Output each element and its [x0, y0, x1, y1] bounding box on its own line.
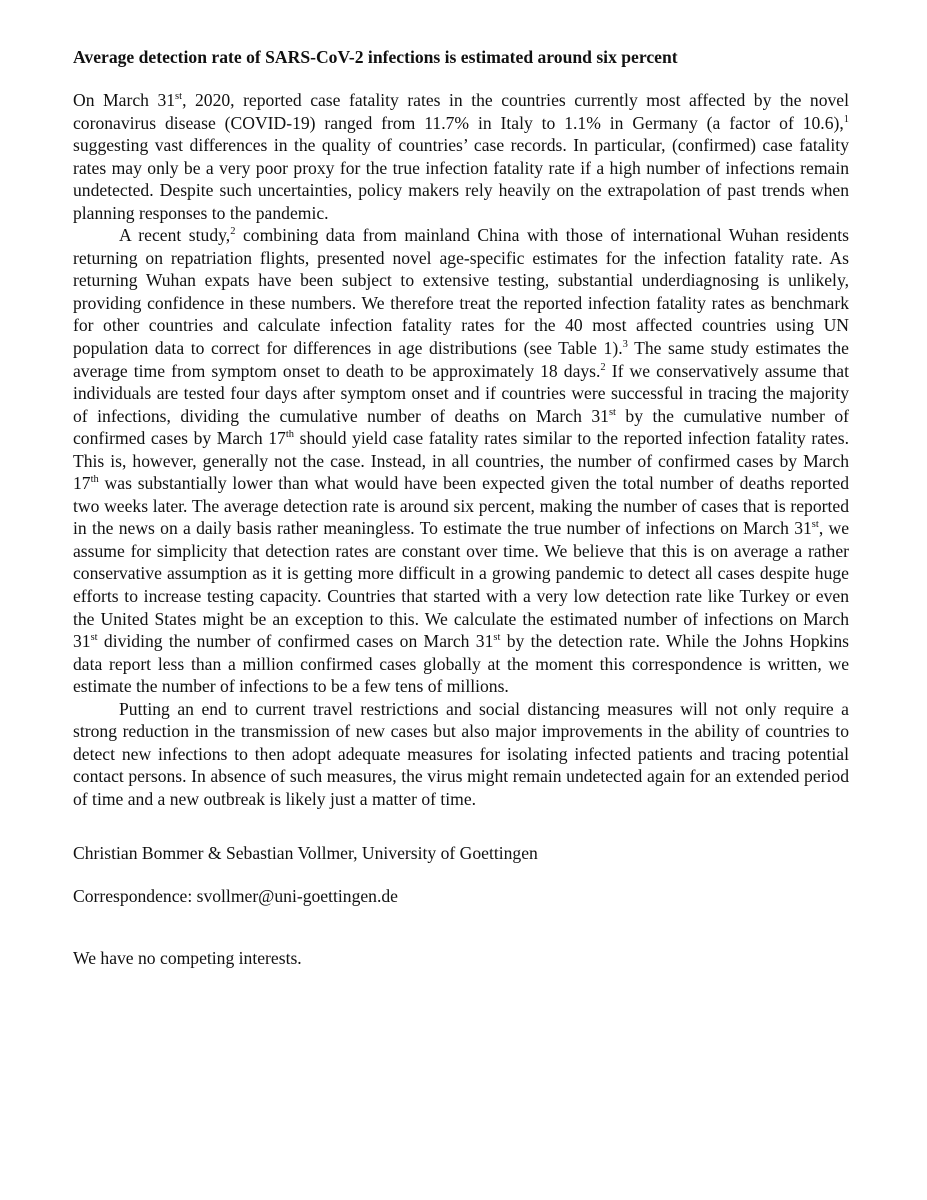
p2-text-2: combining data from mainland China with those of international Wuhan residents returning on repatriation flights, presented novel age-specific estimates for the infection fatality rate. As returning Wuhan expats have been subject to extensive testing, substantial underdiagnosing is unlikely, providing confidence in these numbers. We therefore treat the reported infection fatality rates as benchmark for other countries and calculate infection fatality rates for the 40 most affected countries using UN population data to correct for differences in age distributions (see Table 1). — [73, 225, 849, 359]
citation-2: 2 — [600, 361, 606, 373]
p1-text-1: On March 31 — [73, 90, 176, 110]
p1-text-3: suggesting vast differences in the quality of countries’ case records. In particular, (confirmed) case fatality rates may only be a very poor proxy for the true infection fatality rate if a high number of infections remain undetected. Despite such uncertainties, policy makers rely heavily on the extrapolation of past trends when planning responses to the pandemic. — [73, 135, 849, 223]
p2-text-7: was substantially lower than what would have been expected given the total number of deaths reported two weeks later. The average detection rate is around six percent, making the number of cases that is reported in the news on a daily basis rather meaningless. To estimate the true number of infections on March 31 — [73, 473, 849, 539]
p2-text-5: by the cumulative number of confirmed cases by March 17 — [73, 405, 849, 449]
paragraph-1 — [73, 89, 849, 224]
p1-text-2: , 2020, reported case fatality rates in the countries currently most affected by the novel coronavirus disease (COVID-19) ranged from 11.7% in Italy to 1.1% in Germany (a factor of 10.6), — [73, 90, 850, 133]
ordinal-sup: st — [493, 632, 501, 644]
p2-text-4: If we conservatively assume that individuals are tested four days after symptom onset and if countries were successful in tracing the majority of infections, dividing the cumulative number of deaths on March 31 — [73, 360, 849, 426]
p2-text-6: should yield case fatality rates similar to the reported infection fatality rates. This is, however, generally not the case. Instead, in all countries, the number of confirmed cases by March 17 — [73, 428, 849, 494]
p2-text-1: A recent study, — [119, 225, 231, 246]
p2-text-10: by the detection rate. While the Johns Hopkins data report less than a million confirmed cases globally at the moment this correspondence is written, we estimate the number of infections to be a few tens of millions. — [73, 631, 849, 697]
ordinal-sup: st — [811, 519, 819, 531]
ordinal-sup: st — [90, 632, 98, 644]
p2-text-8: , we assume for simplicity that detection rates are constant over time. We believe that this is on average a rather conservative assumption as it is getting more difficult in a growing pandemic to detect all cases despite huge efforts to increase testing capacity. Countries that started with a very low detection rate like Turkey or even the United States might be an exception to this. We calculate the estimated number of infections on March 31 — [73, 518, 850, 652]
ordinal-sup: st — [175, 91, 183, 102]
paper-body — [73, 89, 849, 811]
ordinal-sup: th — [90, 474, 99, 486]
author-line: Christian Bommer & Sebastian Vollmer, University of Goettingen — [73, 842, 538, 863]
citation-1: 1 — [843, 113, 849, 125]
citation-2: 2 — [230, 226, 236, 238]
paragraph-3: Putting an end to current travel restrictions and social distancing measures will not only require a strong reduction in the transmission of new cases but also major improvements in the ability of countries to detect new infections to then adopt adequate measures for isolating infected patients and tracing potential contact persons. In absence of such measures, the virus might remain undetected again for an extended period of time and a new outbreak is likely just a matter of time. — [73, 698, 849, 809]
citation-3: 3 — [622, 339, 628, 351]
correspondence-line: Correspondence: svollmer@uni-goettingen.de — [73, 885, 398, 906]
p2-text-9: dividing the number of confirmed cases on March 31 — [97, 631, 494, 652]
competing-interests-line: We have no competing interests. — [73, 947, 302, 968]
ordinal-sup: st — [608, 406, 616, 418]
ordinal-sup: th — [285, 429, 295, 441]
p2-text-3: The same study estimates the average time from symptom onset to death to be approximately 18 days. — [73, 338, 849, 381]
paper-page — [73, 46, 849, 969]
paper-title: Average detection rate of SARS-CoV-2 infections is estimated around six percent — [73, 47, 678, 67]
paragraph-2 — [73, 224, 849, 697]
